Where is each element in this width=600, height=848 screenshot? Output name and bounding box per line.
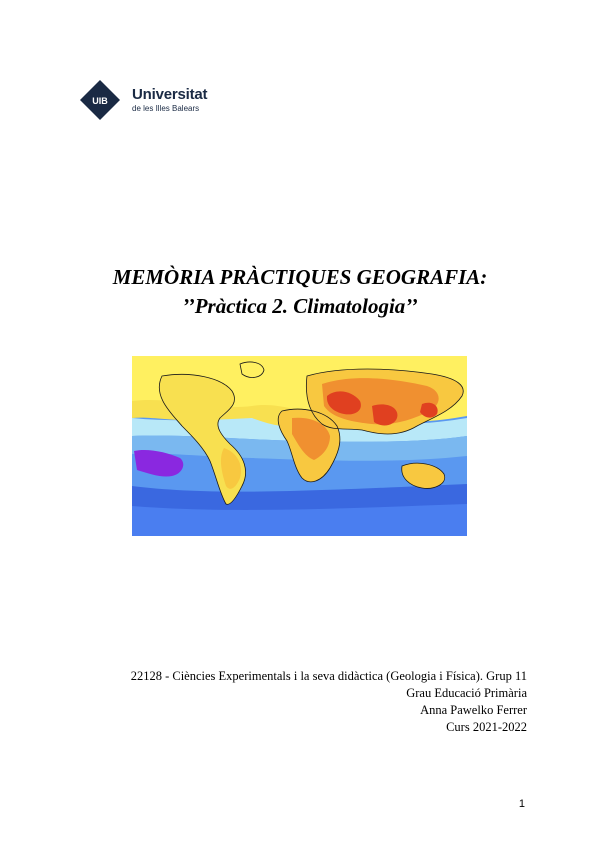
logo-subtitle: de les Illes Balears bbox=[132, 104, 200, 113]
badge-text: UIB bbox=[92, 96, 108, 106]
world-temperature-map bbox=[132, 356, 467, 536]
logo-name: Universitat bbox=[132, 86, 208, 103]
document-subtitle: ’’Pràctica 2. Climatologia’’ bbox=[182, 294, 418, 318]
page-number: 1 bbox=[518, 798, 525, 810]
university-logo bbox=[80, 80, 210, 120]
course-line: 22128 - Ciències Experimentals i la seva didàctica (Geologia i Física). Grup 11 bbox=[130, 669, 527, 683]
uib-badge-icon bbox=[80, 80, 120, 120]
author-line: Anna Pawelko Ferrer bbox=[420, 703, 527, 717]
degree-line: Grau Educació Primària bbox=[406, 686, 527, 700]
document-info bbox=[131, 668, 527, 736]
year-line: Curs 2021-2022 bbox=[446, 720, 527, 734]
document-title: MEMÒRIA PRÀCTIQUES GEOGRAFIA: bbox=[112, 265, 488, 289]
